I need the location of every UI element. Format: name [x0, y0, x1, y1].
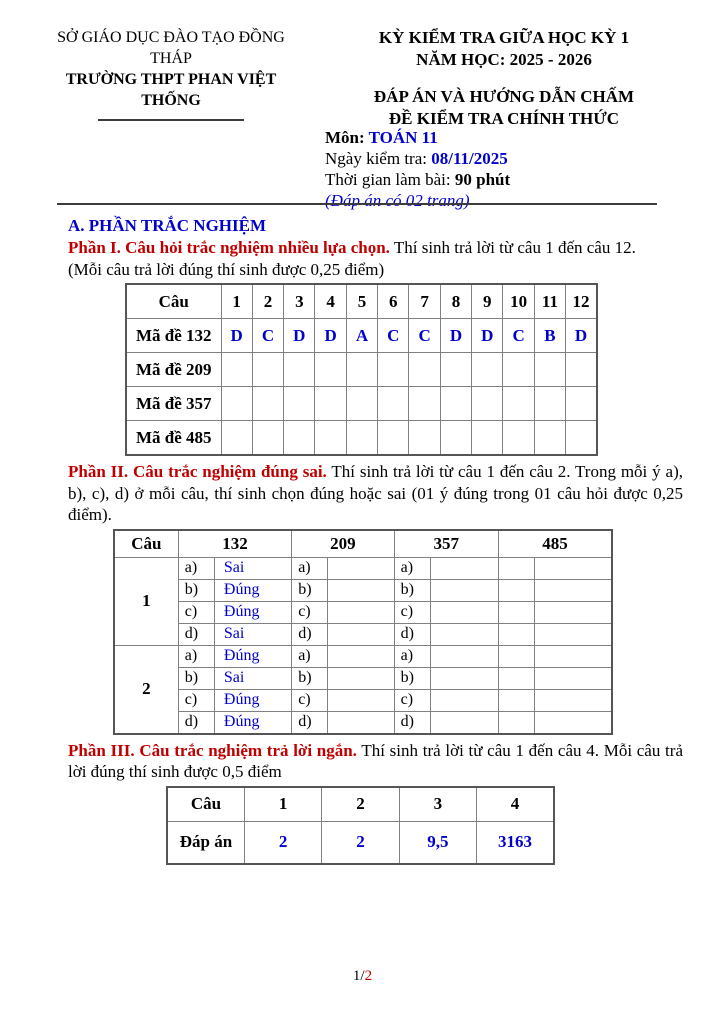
answer-cell	[430, 557, 498, 579]
question-number: 2	[252, 284, 283, 319]
part2-desc: Thí sinh trả lời từ câu 1 đến câu 2. Trong mỗi ý a), b), c), d) ở mỗi câu, thí sinh chọn đúng hoặc sai (01 ý đúng trong 01 câu hỏi được 0,25 điểm).	[68, 462, 683, 524]
part2-heading: Phần II. Câu trắc nghiệm đúng sai.	[68, 462, 327, 481]
part1-scoring-note: (Mỗi câu trả lời đúng thí sinh được 0,25 điểm)	[68, 259, 385, 279]
answer-cell	[535, 645, 612, 667]
answer-cell: B	[534, 319, 565, 353]
item-letter	[499, 711, 535, 734]
duration-line	[325, 169, 510, 190]
question-number: 9	[472, 284, 503, 319]
answer-cell	[535, 557, 612, 579]
answer-cell	[535, 667, 612, 689]
item-letter: a)	[292, 645, 328, 667]
item-letter: a)	[394, 645, 430, 667]
item-letter: c)	[292, 689, 328, 711]
item-letter	[499, 557, 535, 579]
answer-cell	[430, 689, 498, 711]
question-number: 4	[477, 787, 554, 822]
answer-cell	[472, 421, 503, 456]
answer-cell	[328, 557, 394, 579]
answer-cell	[503, 421, 534, 456]
answer-cell	[409, 353, 440, 387]
answer-cell	[328, 623, 394, 645]
table-row	[126, 421, 597, 456]
question-number: 1	[221, 284, 252, 319]
item-letter: d)	[292, 711, 328, 734]
question-number: 1	[114, 557, 178, 645]
answer-cell	[535, 711, 612, 734]
answer-cell	[252, 421, 283, 456]
answer-cell: Đúng	[214, 579, 291, 601]
answer-cell	[503, 387, 534, 421]
answer-cell	[284, 353, 315, 387]
answer-cell	[328, 711, 394, 734]
item-letter: a)	[178, 557, 214, 579]
answer-cell: 3163	[477, 821, 554, 864]
page-current: 1/	[352, 968, 365, 984]
pages-note: (Đáp án có 02 trang)	[325, 191, 470, 210]
answer-cell	[409, 387, 440, 421]
answer-cell	[328, 601, 394, 623]
question-number: 2	[114, 645, 178, 734]
exam-title-line1: KỲ KIỂM TRA GIỮA HỌC KỲ 1	[378, 28, 630, 47]
answer-cell	[328, 667, 394, 689]
item-letter: b)	[292, 579, 328, 601]
answer-cell	[252, 387, 283, 421]
page-number	[0, 968, 725, 985]
date-line	[325, 148, 510, 169]
answer-cell	[430, 667, 498, 689]
table-row	[114, 579, 612, 601]
answer-cell	[440, 421, 471, 456]
part2-answer-table	[113, 529, 613, 735]
answer-cell	[430, 645, 498, 667]
exam-code-header: 485	[499, 530, 613, 558]
official-exam-title: ĐỀ KIỂM TRA CHÍNH THỨC	[388, 109, 620, 128]
answer-cell: C	[378, 319, 409, 353]
exam-code-header: 132	[178, 530, 291, 558]
part1-intro	[68, 237, 683, 259]
answer-cell	[378, 353, 409, 387]
section-a-title: A. PHẦN TRẮC NGHIỆM	[68, 216, 267, 235]
duration-value: 90 phút	[454, 170, 511, 189]
answer-cell: D	[472, 319, 503, 353]
part3-desc: Thí sinh trả lời từ câu 1 đến câu 4. Mỗi câu trả lời đúng thí sinh được 0,5 điểm	[68, 740, 683, 781]
answer-cell	[346, 387, 377, 421]
table-row	[126, 353, 597, 387]
answer-cell	[535, 689, 612, 711]
table-row	[167, 821, 554, 864]
answer-cell: C	[503, 319, 534, 353]
item-letter: d)	[178, 711, 214, 734]
school-name: TRƯỜNG THPT PHAN VIỆT THỐNG	[65, 71, 277, 109]
question-number: 8	[440, 284, 471, 319]
question-number: 4	[315, 284, 346, 319]
table-row	[114, 601, 612, 623]
answer-cell	[535, 623, 612, 645]
answer-cell	[221, 421, 252, 456]
corner-cell: Câu	[126, 284, 221, 319]
item-letter: c)	[178, 601, 214, 623]
header-underline	[98, 119, 244, 121]
header-divider	[57, 203, 657, 205]
item-letter: c)	[394, 689, 430, 711]
answer-cell: C	[252, 319, 283, 353]
table-row	[114, 667, 612, 689]
exam-code-header: 209	[292, 530, 394, 558]
item-letter: b)	[394, 579, 430, 601]
subject-line	[325, 127, 510, 148]
item-letter: b)	[178, 579, 214, 601]
item-letter	[499, 645, 535, 667]
part1-desc: Thí sinh trả lời từ câu 1 đến câu 12.	[389, 238, 636, 257]
answer-cell	[284, 387, 315, 421]
answer-cell	[328, 689, 394, 711]
table-header-row	[114, 530, 612, 558]
subject-value: TOÁN 11	[368, 128, 438, 147]
answer-cell: 9,5	[399, 821, 476, 864]
table-row	[114, 645, 612, 667]
answer-cell	[315, 387, 346, 421]
item-letter: a)	[292, 557, 328, 579]
question-number: 11	[534, 284, 565, 319]
answer-cell: Đúng	[214, 645, 291, 667]
item-letter: a)	[394, 557, 430, 579]
answer-cell	[534, 353, 565, 387]
table-header-row	[126, 284, 597, 319]
exam-title-line2: NĂM HỌC: 2025 - 2026	[416, 50, 592, 69]
answer-cell: 2	[244, 821, 321, 864]
exam-code-label: Mã đề 357	[126, 387, 221, 421]
answer-cell: 2	[322, 821, 399, 864]
answer-cell	[378, 387, 409, 421]
page-total: 2	[364, 968, 373, 984]
table-row	[114, 711, 612, 734]
header-right	[318, 27, 690, 130]
answer-cell	[472, 387, 503, 421]
date-label: Ngày kiểm tra:	[325, 149, 432, 168]
item-letter: d)	[292, 623, 328, 645]
header-left	[45, 27, 297, 121]
answer-cell	[535, 579, 612, 601]
answer-cell	[315, 421, 346, 456]
subject-label: Môn:	[325, 128, 369, 147]
answer-cell: Sai	[214, 623, 291, 645]
table-row	[114, 557, 612, 579]
item-letter	[499, 579, 535, 601]
question-number: 3	[399, 787, 476, 822]
answer-cell: C	[409, 319, 440, 353]
item-letter: b)	[178, 667, 214, 689]
answer-cell	[315, 353, 346, 387]
exam-meta	[325, 127, 510, 211]
item-letter: a)	[178, 645, 214, 667]
item-letter	[499, 623, 535, 645]
date-value: 08/11/2025	[431, 149, 508, 168]
department-name: SỞ GIÁO DỤC ĐÀO TẠO ĐỒNG THÁP	[57, 29, 285, 67]
item-letter: d)	[394, 711, 430, 734]
answer-cell	[252, 353, 283, 387]
answer-cell: D	[566, 319, 597, 353]
part1-heading: Phần I. Câu hỏi trắc nghiệm nhiều lựa chọn.	[68, 238, 390, 257]
question-number: 6	[378, 284, 409, 319]
duration-label: Thời gian làm bài:	[325, 170, 455, 189]
answer-cell	[430, 579, 498, 601]
answer-cell	[440, 353, 471, 387]
corner-cell: Câu	[167, 787, 244, 822]
answer-cell: Đúng	[214, 601, 291, 623]
question-number: 10	[503, 284, 534, 319]
answer-cell: D	[221, 319, 252, 353]
item-letter: d)	[178, 623, 214, 645]
answer-key-title: ĐÁP ÁN VÀ HƯỚNG DẪN CHẤM	[373, 87, 635, 106]
answer-cell	[503, 353, 534, 387]
spacer	[318, 71, 690, 86]
answer-cell	[430, 711, 498, 734]
table-row	[114, 689, 612, 711]
answer-cell	[566, 353, 597, 387]
answer-cell	[409, 421, 440, 456]
answer-cell	[534, 387, 565, 421]
item-letter: b)	[394, 667, 430, 689]
answer-cell	[534, 421, 565, 456]
item-letter	[499, 689, 535, 711]
answer-cell: A	[346, 319, 377, 353]
item-letter: b)	[292, 667, 328, 689]
item-letter: c)	[178, 689, 214, 711]
question-number: 1	[244, 787, 321, 822]
table-header-row	[167, 787, 554, 822]
question-number: 2	[322, 787, 399, 822]
answer-cell	[346, 353, 377, 387]
answer-cell	[440, 387, 471, 421]
question-number: 12	[566, 284, 597, 319]
question-number: 3	[284, 284, 315, 319]
exam-code-label: Mã đề 485	[126, 421, 221, 456]
item-letter: d)	[394, 623, 430, 645]
document-body	[68, 214, 683, 865]
question-number: 7	[409, 284, 440, 319]
answer-cell	[328, 579, 394, 601]
answer-cell	[566, 387, 597, 421]
answer-cell: D	[284, 319, 315, 353]
answer-cell: Sai	[214, 667, 291, 689]
item-letter	[499, 667, 535, 689]
answer-cell	[221, 387, 252, 421]
answer-cell: D	[440, 319, 471, 353]
part3-answer-table	[166, 786, 555, 865]
answer-cell	[346, 421, 377, 456]
table-row	[126, 387, 597, 421]
answer-cell	[566, 421, 597, 456]
item-letter: c)	[292, 601, 328, 623]
answer-cell	[328, 645, 394, 667]
table-row	[126, 319, 597, 353]
answer-cell: Đúng	[214, 689, 291, 711]
item-letter	[499, 601, 535, 623]
part3-intro	[68, 740, 683, 783]
answer-cell: Sai	[214, 557, 291, 579]
table-row	[114, 623, 612, 645]
answer-cell: Đúng	[214, 711, 291, 734]
answer-cell	[430, 623, 498, 645]
exam-code-label: Mã đề 132	[126, 319, 221, 353]
part3-heading: Phần III. Câu trắc nghiệm trả lời ngắn.	[68, 740, 357, 760]
item-letter: c)	[394, 601, 430, 623]
answer-row-label: Đáp án	[167, 821, 244, 864]
part1-answer-table	[125, 283, 598, 456]
answer-cell	[284, 421, 315, 456]
exam-code-label: Mã đề 209	[126, 353, 221, 387]
part2-intro	[68, 461, 683, 526]
answer-cell	[221, 353, 252, 387]
corner-cell: Câu	[114, 530, 178, 558]
answer-cell	[472, 353, 503, 387]
exam-code-header: 357	[394, 530, 498, 558]
answer-cell	[430, 601, 498, 623]
question-number: 5	[346, 284, 377, 319]
answer-cell: D	[315, 319, 346, 353]
answer-cell	[535, 601, 612, 623]
answer-cell	[378, 421, 409, 456]
